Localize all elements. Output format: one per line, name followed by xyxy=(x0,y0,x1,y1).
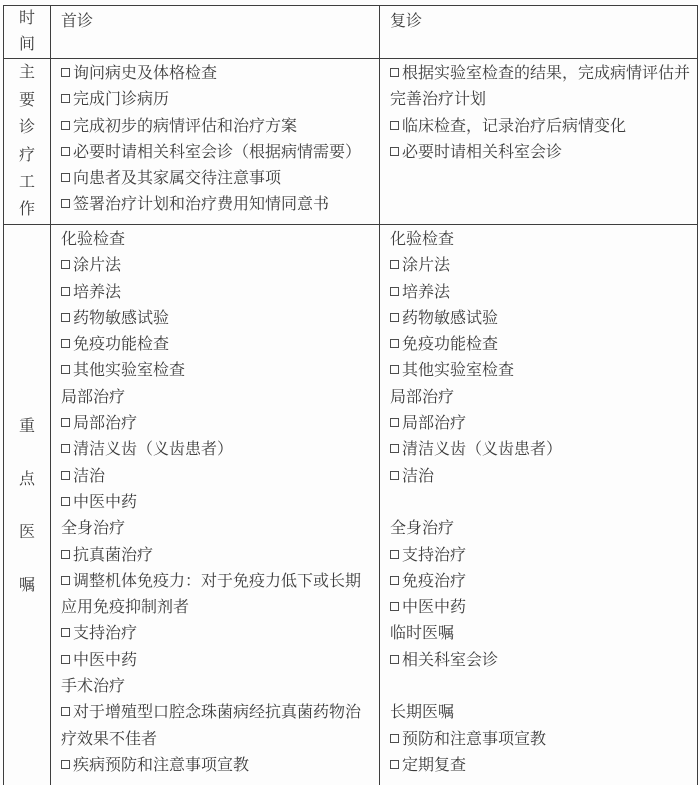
order-item xyxy=(61,61,373,87)
item-text: 疾病预防和注意事项宣教 xyxy=(73,756,250,774)
order-item xyxy=(61,621,373,647)
checkbox-icon xyxy=(390,339,399,348)
checkbox-icon xyxy=(61,576,70,585)
row-label-char: 作 xyxy=(18,201,35,219)
group-heading xyxy=(390,621,691,647)
checkbox-icon xyxy=(390,121,399,130)
group-heading xyxy=(390,227,691,253)
table-row-key-orders xyxy=(4,225,698,785)
table-header-row xyxy=(4,6,698,59)
main-work-first-visit-cell xyxy=(51,59,380,225)
row-label-char: 医 xyxy=(18,524,35,541)
blank-line xyxy=(390,674,691,700)
header-cell-first-visit xyxy=(51,6,380,59)
key-orders-first-visit-cell xyxy=(51,225,380,785)
order-item xyxy=(390,332,691,358)
checkbox-icon xyxy=(390,655,399,664)
key-orders-follow-up-cell xyxy=(380,225,698,785)
item-text: 局部治疗 xyxy=(402,415,467,433)
item-text: 洁治 xyxy=(73,467,106,485)
item-text: 中医中药 xyxy=(73,651,138,669)
item-text: 培养法 xyxy=(402,283,451,301)
item-text: 清洁义齿（义齿患者） xyxy=(73,441,234,459)
order-item xyxy=(61,358,373,384)
item-text: 调整机体免疫力：对于免疫力低下或长期应用免疫抑制剂者 xyxy=(61,572,362,617)
item-text: 临时医嘱 xyxy=(390,625,455,643)
order-item xyxy=(61,437,373,463)
checkbox-icon xyxy=(390,444,399,453)
item-text: 支持治疗 xyxy=(73,625,138,643)
header-cell-time xyxy=(4,6,51,59)
checkbox-icon xyxy=(61,707,70,716)
header-first-visit-label: 首诊 xyxy=(61,13,94,30)
order-item xyxy=(390,464,691,490)
row-label-key-orders xyxy=(4,225,50,785)
checkbox-icon xyxy=(61,94,70,103)
order-item xyxy=(61,700,373,753)
row-label-char: 重 xyxy=(18,418,35,435)
group-heading xyxy=(390,700,691,726)
cell-content xyxy=(51,225,379,779)
order-item xyxy=(390,61,691,114)
order-item xyxy=(390,727,691,753)
table-row-main-work xyxy=(4,59,698,225)
item-text: 化验检查 xyxy=(61,231,126,248)
header-time-char: 间 xyxy=(18,36,35,53)
item-text: 其他实验室检查 xyxy=(402,362,515,380)
checkbox-icon xyxy=(390,576,399,585)
order-item xyxy=(390,411,691,437)
item-text: 签署治疗计划和治疗费用知情同意书 xyxy=(73,196,330,214)
checkbox-icon xyxy=(390,313,399,322)
order-item xyxy=(61,490,373,516)
blank-line xyxy=(390,490,691,516)
row-label-main-work xyxy=(4,59,50,224)
checkbox-icon xyxy=(61,339,70,348)
row-label-cell-main-work xyxy=(4,59,51,225)
checkbox-icon xyxy=(61,121,70,130)
item-text: 相关科室会诊 xyxy=(402,651,499,669)
header-time-char: 时 xyxy=(18,10,35,27)
item-text: 向患者及其家属交待注意事项 xyxy=(73,170,282,188)
item-text: 涂片法 xyxy=(402,257,451,275)
item-text: 对于增殖型口腔念珠菌病经抗真菌药物治疗效果不佳者 xyxy=(61,704,362,748)
item-text: 清洁义齿（义齿患者） xyxy=(402,441,563,459)
checkbox-icon xyxy=(390,68,399,77)
item-text: 药物敏感试验 xyxy=(73,309,170,327)
order-item xyxy=(390,543,691,569)
checkbox-icon xyxy=(61,173,70,182)
row-label-char: 疗 xyxy=(18,146,35,164)
checkbox-icon xyxy=(390,260,399,269)
checkbox-icon xyxy=(390,147,399,156)
order-item xyxy=(61,648,373,674)
checkbox-icon xyxy=(390,550,399,559)
row-label-char: 要 xyxy=(18,91,35,109)
row-label-char: 主 xyxy=(18,64,35,82)
checkbox-icon xyxy=(61,199,70,208)
item-text: 局部治疗 xyxy=(61,388,126,406)
cell-content xyxy=(51,59,379,219)
order-item xyxy=(390,140,691,166)
item-text: 局部治疗 xyxy=(73,415,138,433)
checkbox-icon xyxy=(61,365,70,374)
order-item xyxy=(390,753,691,779)
item-text: 免疫治疗 xyxy=(402,572,467,590)
item-text: 全身治疗 xyxy=(390,520,455,538)
checkbox-icon xyxy=(390,734,399,743)
order-item xyxy=(61,543,373,569)
item-text: 化验检查 xyxy=(390,231,455,248)
item-text: 完成初步的病情评估和治疗方案 xyxy=(73,117,298,135)
order-item xyxy=(61,253,373,279)
item-text: 支持治疗 xyxy=(402,546,467,564)
item-text: 询问病史及体格检查 xyxy=(73,65,218,82)
order-item xyxy=(61,332,373,358)
group-heading xyxy=(390,516,691,542)
group-heading xyxy=(61,227,373,253)
checkbox-icon xyxy=(390,471,399,480)
item-text: 免疫功能检查 xyxy=(73,336,170,354)
item-text: 根据实验室检查的结果，完成病情评估并完善治疗计划 xyxy=(390,65,691,109)
checkbox-icon xyxy=(61,628,70,637)
checkbox-icon xyxy=(61,68,70,77)
item-text: 完成门诊病历 xyxy=(73,91,170,109)
order-item xyxy=(61,306,373,332)
order-item xyxy=(61,411,373,437)
row-label-cell-key-orders xyxy=(4,225,51,785)
row-label-char: 诊 xyxy=(18,119,35,137)
row-label-char: 嘱 xyxy=(18,577,35,594)
item-text: 涂片法 xyxy=(73,257,122,275)
order-item xyxy=(390,648,691,674)
order-item xyxy=(61,280,373,306)
item-text: 抗真菌治疗 xyxy=(73,546,154,564)
order-item xyxy=(390,437,691,463)
item-text: 洁治 xyxy=(402,467,435,485)
item-text: 其他实验室检查 xyxy=(73,362,186,380)
group-heading xyxy=(61,674,373,700)
item-text: 长期医嘱 xyxy=(390,704,455,722)
header-time-label xyxy=(4,6,50,58)
checkbox-icon xyxy=(61,444,70,453)
checkbox-icon xyxy=(61,313,70,322)
item-text: 局部治疗 xyxy=(390,388,455,406)
item-text: 预防和注意事项宣教 xyxy=(402,730,547,748)
group-heading xyxy=(61,385,373,411)
header-cell-follow-up xyxy=(380,6,698,59)
item-text: 中医中药 xyxy=(402,599,467,617)
item-text: 药物敏感试验 xyxy=(402,309,499,327)
order-item xyxy=(390,280,691,306)
cell-content xyxy=(380,225,697,779)
order-item xyxy=(61,140,373,166)
order-item xyxy=(61,87,373,113)
group-heading xyxy=(390,385,691,411)
checkbox-icon xyxy=(61,497,70,506)
row-label-char: 点 xyxy=(18,471,35,488)
cell-content xyxy=(380,59,697,166)
order-item xyxy=(390,114,691,140)
order-item xyxy=(61,166,373,192)
order-item xyxy=(61,464,373,490)
checkbox-icon xyxy=(61,418,70,427)
checkbox-icon xyxy=(390,287,399,296)
item-text: 必要时请相关科室会诊 xyxy=(402,143,563,161)
checkbox-icon xyxy=(390,365,399,374)
item-text: 手术治疗 xyxy=(61,678,126,696)
checkbox-icon xyxy=(390,418,399,427)
order-item xyxy=(390,306,691,332)
checkbox-icon xyxy=(61,655,70,664)
item-text: 培养法 xyxy=(73,283,122,301)
item-text: 临床检查，记录治疗后病情变化 xyxy=(402,117,627,135)
checkbox-icon xyxy=(61,260,70,269)
order-item xyxy=(61,569,373,622)
checkbox-icon xyxy=(390,602,399,611)
checkbox-icon xyxy=(61,550,70,559)
order-item xyxy=(390,253,691,279)
checkbox-icon xyxy=(390,760,399,769)
clinical-pathway-table xyxy=(3,5,698,785)
checkbox-icon xyxy=(61,147,70,156)
checkbox-icon xyxy=(61,471,70,480)
order-item xyxy=(61,753,373,779)
item-text: 中医中药 xyxy=(73,493,138,511)
item-text: 必要时请相关科室会诊（根据病情需要） xyxy=(73,143,362,161)
order-item xyxy=(390,569,691,595)
item-text: 免疫功能检查 xyxy=(402,336,499,354)
item-text: 定期复查 xyxy=(402,756,467,774)
checkbox-icon xyxy=(61,287,70,296)
main-work-follow-up-cell xyxy=(380,59,698,225)
item-text: 全身治疗 xyxy=(61,520,126,538)
order-item xyxy=(61,114,373,140)
order-item xyxy=(390,595,691,621)
order-item xyxy=(61,192,373,218)
checkbox-icon xyxy=(61,760,70,769)
row-label-char: 工 xyxy=(18,173,35,191)
order-item xyxy=(390,358,691,384)
header-follow-up-label: 复诊 xyxy=(390,13,423,30)
group-heading xyxy=(61,516,373,542)
